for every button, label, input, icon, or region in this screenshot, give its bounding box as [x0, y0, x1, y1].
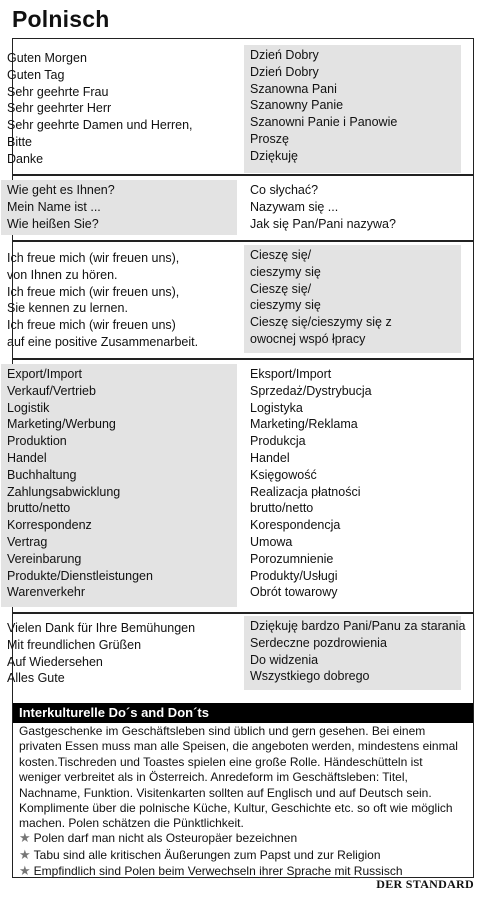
- section-divider: [12, 358, 474, 360]
- phrase-line: Ich freue mich (wir freuen uns),: [7, 251, 180, 265]
- phrase-line: Sprzedaż/Dystrybucja: [250, 383, 372, 398]
- phrase-line: Księgowość: [250, 467, 317, 482]
- phrase-line: brutto/netto: [7, 501, 71, 516]
- phrase-line: Ich freue mich (wir freuen uns),: [7, 284, 180, 299]
- phrase-line: Obrót towarowy: [250, 585, 338, 600]
- phrase-line: Warenverkehr: [7, 585, 86, 600]
- tip-bullet: [13, 847, 473, 864]
- publisher-logo: DER STANDARD: [376, 877, 474, 891]
- phrase-line: auf eine positive Zusammenarbeit.: [7, 334, 199, 349]
- phrase-line: Produkte/Dienstleistungen: [7, 568, 153, 583]
- phrase-line: Porozumnienie: [250, 551, 334, 566]
- phrase-line: Alles Gute: [7, 671, 65, 686]
- phrase-line: Szanowna Pani: [250, 81, 337, 96]
- phrase-line: von Ihnen zu hören.: [7, 267, 118, 282]
- tips-bullet-list: [13, 830, 473, 880]
- star-icon: ★: [19, 846, 31, 862]
- greetings-german-column: [1, 48, 237, 170]
- greetings-polish-column: [244, 45, 461, 173]
- phrase-line: Danke: [7, 151, 44, 166]
- phrase-line: Mein Name ist ...: [7, 199, 101, 214]
- page-title: Polnisch: [12, 6, 110, 32]
- pleasure-polish-column: [244, 245, 461, 353]
- business-german-column: [1, 364, 237, 607]
- phrase-line: Jak się Pan/Pani nazywa?: [250, 216, 396, 231]
- tips-body-text: Gastgeschenke im Geschäftsleben sind üblich und gern gesehen. Bei einem privaten Essen muss man alle Speisen, die angeboten werden, mindestens einmal kosten.Tischreden und Toastes spielen eine große Rolle. Händeschütteln ist weniger verbreitet als in Österreich. Anredeform im Geschäftsleben: Titel, Nachname, Funktion. Visitenkarten sollten auf Englisch und auf Deutsch sein. Komplimente über die polnische Küche, Kultur, Geschichte etc. so oft wie möglich machen. Polen schätzen die Pünktlichkeit.: [19, 724, 458, 831]
- closings-polish-column: [244, 616, 466, 690]
- phrase-line: Korespondencja: [250, 518, 341, 533]
- phrase-line: Mit freundlichen Grüßen: [7, 637, 142, 652]
- phrase-line: Szanowni Panie i Panowie: [250, 115, 398, 130]
- phrase-line: Marketing/Reklama: [250, 417, 358, 432]
- phrase-line: Auf Wiedersehen: [7, 654, 103, 669]
- phrase-line: Wie heißen Sie?: [7, 216, 99, 231]
- phrase-line: Proszę: [250, 131, 289, 146]
- pleasure-german-column: [1, 248, 237, 353]
- phrase-line: Do widzenia: [250, 652, 319, 667]
- phrase-line: Buchhaltung: [7, 467, 77, 482]
- phrase-line: Cieszę się/cieszymy się z: [250, 315, 392, 330]
- phrase-line: owocnej wspó łpracy: [250, 331, 366, 346]
- phrase-line: Umowa: [250, 534, 293, 549]
- tip-bullet-text: Tabu sind alle kritischen Äußerungen zum Papst und zur Religion: [33, 847, 381, 862]
- phrase-line: Eksport/Import: [250, 367, 332, 381]
- phrase-line: Sehr geehrte Frau: [7, 84, 109, 99]
- phrase-line: Dziękuję bardzo Pani/Panu za starania: [250, 619, 466, 633]
- phrase-line: Handel: [250, 450, 290, 465]
- phrase-line: Vielen Dank für Ihre Bemühungen: [7, 621, 196, 635]
- star-icon: ★: [19, 863, 31, 878]
- closings-german-column: [1, 618, 237, 689]
- introductions-german-column: [1, 180, 237, 235]
- phrase-line: Sie kennen zu lernen.: [7, 301, 128, 316]
- phrase-line: Zahlungsabwicklung: [7, 484, 121, 499]
- phrase-line: Logistik: [7, 400, 50, 415]
- phrase-line: Produkty/Usługi: [250, 568, 338, 583]
- phrase-line: Logistyka: [250, 400, 303, 415]
- phrase-line: Co słychać?: [250, 183, 319, 197]
- phrase-line: Bitte: [7, 134, 33, 149]
- phrase-line: Serdeczne pozdrowienia: [250, 635, 387, 650]
- phrase-line: Korrespondenz: [7, 518, 92, 533]
- phrase-line: Vertrag: [7, 534, 48, 549]
- phrase-line: Wszystkiego dobrego: [250, 669, 370, 684]
- tip-bullet: [13, 830, 473, 847]
- phrase-line: Handel: [7, 450, 47, 465]
- phrase-line: Guten Morgen: [7, 51, 87, 65]
- phrase-line: Wie geht es Ihnen?: [7, 183, 115, 197]
- tip-bullet-text: Empfindlich sind Polen beim Verwechseln ihrer Sprache mit Russisch: [33, 864, 403, 878]
- phrase-line: Dzień Dobry: [250, 48, 319, 62]
- phrase-line: brutto/netto: [250, 501, 314, 516]
- phrase-line: Dzień Dobry: [250, 64, 319, 79]
- phrase-line: Cieszę się/: [250, 248, 312, 262]
- phrase-line: Cieszę się/: [250, 281, 312, 296]
- phrase-line: Marketing/Werbung: [7, 417, 116, 432]
- phrase-line: Verkauf/Vertrieb: [7, 383, 96, 398]
- phrase-line: Guten Tag: [7, 67, 65, 82]
- phrase-line: Realizacja płatności: [250, 484, 361, 499]
- phrase-line: Vereinbarung: [7, 551, 82, 566]
- phrase-line: cieszymy się: [250, 264, 321, 279]
- phrase-line: Ich freue mich (wir freuen uns): [7, 318, 176, 333]
- section-divider: [12, 612, 474, 614]
- tip-bullet-text: Polen darf man nicht als Osteuropäer bezeichnen: [33, 831, 298, 845]
- star-icon: ★: [19, 830, 31, 845]
- phrase-line: cieszymy się: [250, 298, 321, 313]
- phrase-line: Produkcja: [250, 434, 306, 449]
- tips-heading: Interkulturelle Do´s and Don´ts: [13, 703, 473, 723]
- phrase-line: Sehr geehrter Herr: [7, 101, 112, 116]
- business-polish-column: [244, 364, 461, 603]
- section-divider: [12, 174, 474, 176]
- introductions-polish-column: [244, 180, 461, 234]
- phrase-line: Export/Import: [7, 367, 83, 381]
- phrase-line: Produktion: [7, 434, 67, 449]
- phrase-line: Dziękuję: [250, 148, 298, 163]
- phrase-line: Szanowny Panie: [250, 98, 344, 113]
- phrase-line: Nazywam się ...: [250, 199, 339, 214]
- section-divider: [12, 240, 474, 242]
- phrase-line: Sehr geehrte Damen und Herren,: [7, 118, 193, 133]
